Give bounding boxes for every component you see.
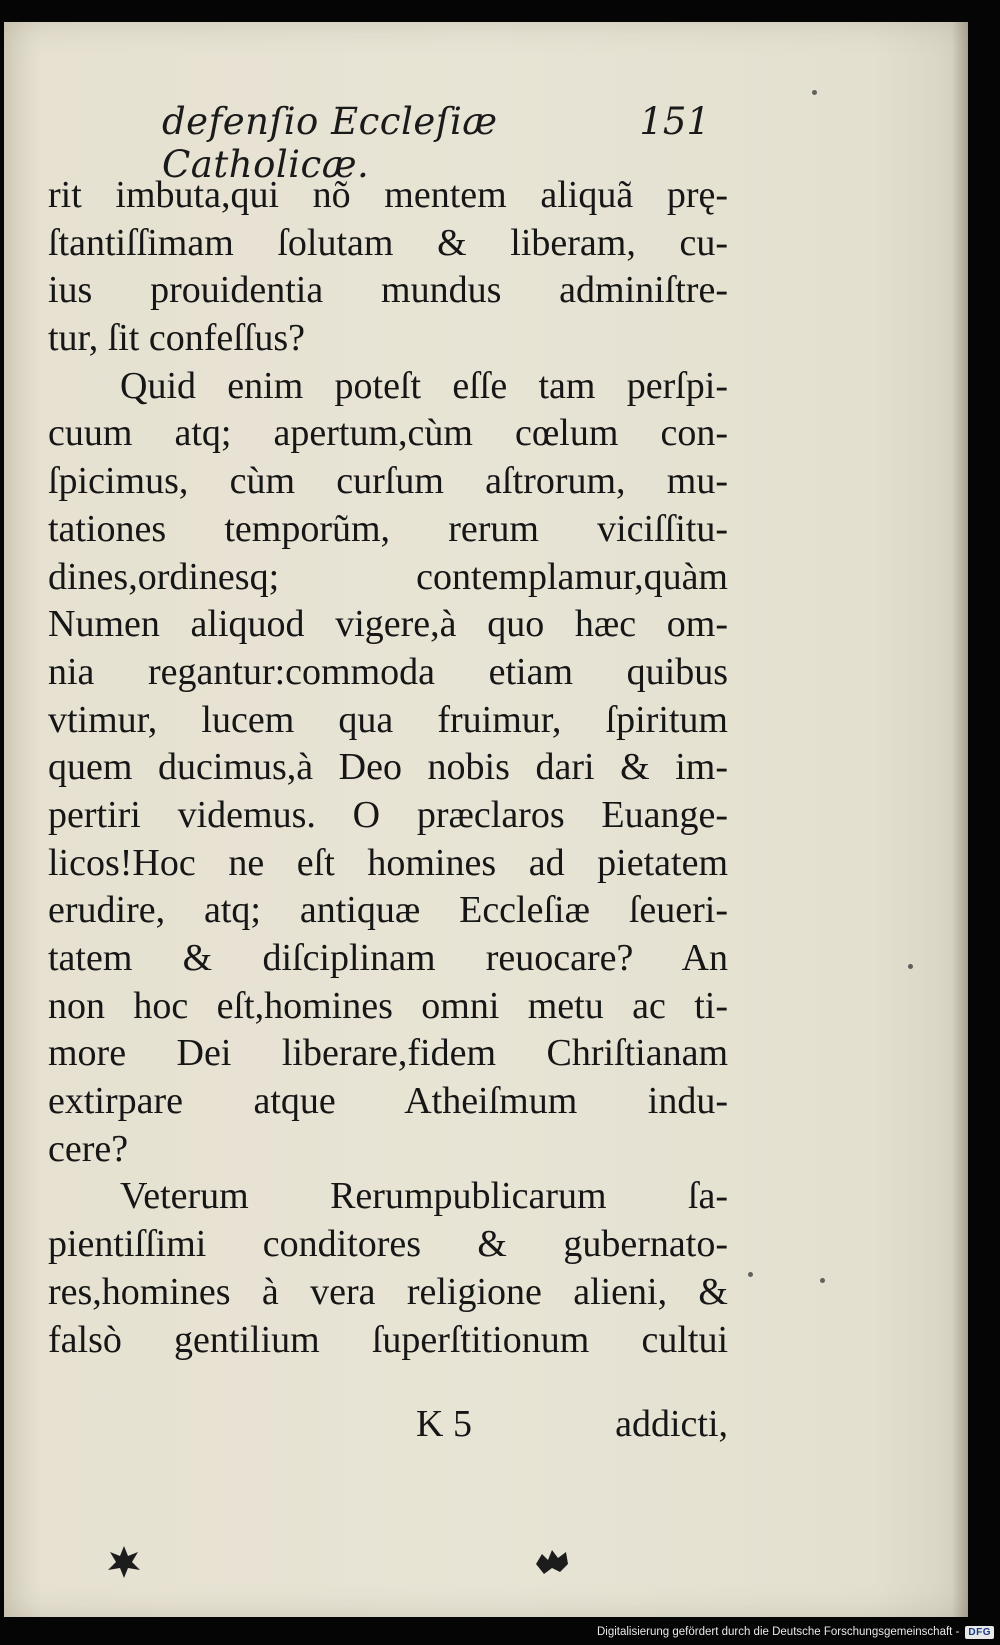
ink-blot-icon xyxy=(532,1542,572,1582)
signature-mark: K 5 xyxy=(416,1403,472,1445)
page-edge-shadow xyxy=(952,22,968,1617)
running-title: defenſio Eccleſiæ Catholicæ. xyxy=(162,100,498,186)
text-line: licos!Hoc ne eſt homines ad pietatem xyxy=(48,841,728,884)
digitization-notice: Digitalisierung gefördert durch die Deutsche Forschungsgemeinschaft - xyxy=(596,1626,960,1638)
paragraph-start-line: Veterum Rerumpublicarum ſa- xyxy=(120,1175,728,1218)
text-line: dines,ordinesq; contemplamur,quàm xyxy=(48,555,728,598)
text-line: tatem & diſciplinam reuocare? An xyxy=(48,937,728,979)
text-line: more Dei liberare,fidem Chriſtianam xyxy=(48,1032,728,1075)
text-line: extirpare atque Atheiſmum indu- xyxy=(48,1080,728,1123)
body-text xyxy=(48,172,728,1364)
text-line: erudire, atq; antiquæ Eccleſiæ ſeueri- xyxy=(48,889,728,932)
paper-speck xyxy=(820,1278,825,1283)
text-line: falsò gentilium ſuperſtitionum cultui xyxy=(48,1318,728,1361)
text-line: tur, ſit confeſſus? xyxy=(48,317,306,360)
dfg-logo: DFG xyxy=(965,1626,994,1639)
text-line: ius prouidentia mundus adminiſtre- xyxy=(48,269,728,312)
text-line: Numen aliquod vigere,à quo hæc om- xyxy=(48,603,728,646)
ink-blot-icon xyxy=(104,1542,144,1582)
page-number: 151 xyxy=(639,100,710,143)
text-line: pertiri videmus. O præclaros Euange- xyxy=(48,793,728,836)
digitization-credit xyxy=(597,1621,994,1643)
running-head xyxy=(154,100,714,186)
paper-speck xyxy=(812,90,817,95)
text-line: quem ducimus,à Deo nobis dari & im- xyxy=(48,746,728,789)
text-line: rit imbuta,qui nõ mentem aliquã prę- xyxy=(48,174,728,216)
text-line: ſtantiſſimam ſolutam & liberam, cu- xyxy=(48,221,728,264)
text-line: non hoc eſt,homines omni metu ac ti- xyxy=(48,984,728,1027)
book-page xyxy=(4,22,968,1617)
text-line: vtimur, lucem qua fruimur, ſpiritum xyxy=(48,698,728,741)
text-line: cere? xyxy=(48,1127,129,1170)
paper-speck xyxy=(748,1272,753,1277)
text-line: ſpicimus, cùm curſum aſtrorum, mu- xyxy=(48,460,728,503)
text-line: pientiſſimi conditores & gubernato- xyxy=(48,1223,728,1266)
catchword: addicti, xyxy=(615,1403,728,1445)
page-footer xyxy=(48,1402,728,1452)
text-line: cuum atq; apertum,cùm cœlum con- xyxy=(48,412,728,455)
paragraph-start-line: Quid enim poteſt eſſe tam perſpi- xyxy=(120,364,728,407)
text-line: tationes temporũm, rerum viciſſitu- xyxy=(48,507,728,550)
paper-speck xyxy=(908,964,913,969)
text-line: res,homines à vera religione alieni, & xyxy=(48,1270,728,1313)
text-line: nia regantur:commoda etiam quibus xyxy=(48,650,728,693)
